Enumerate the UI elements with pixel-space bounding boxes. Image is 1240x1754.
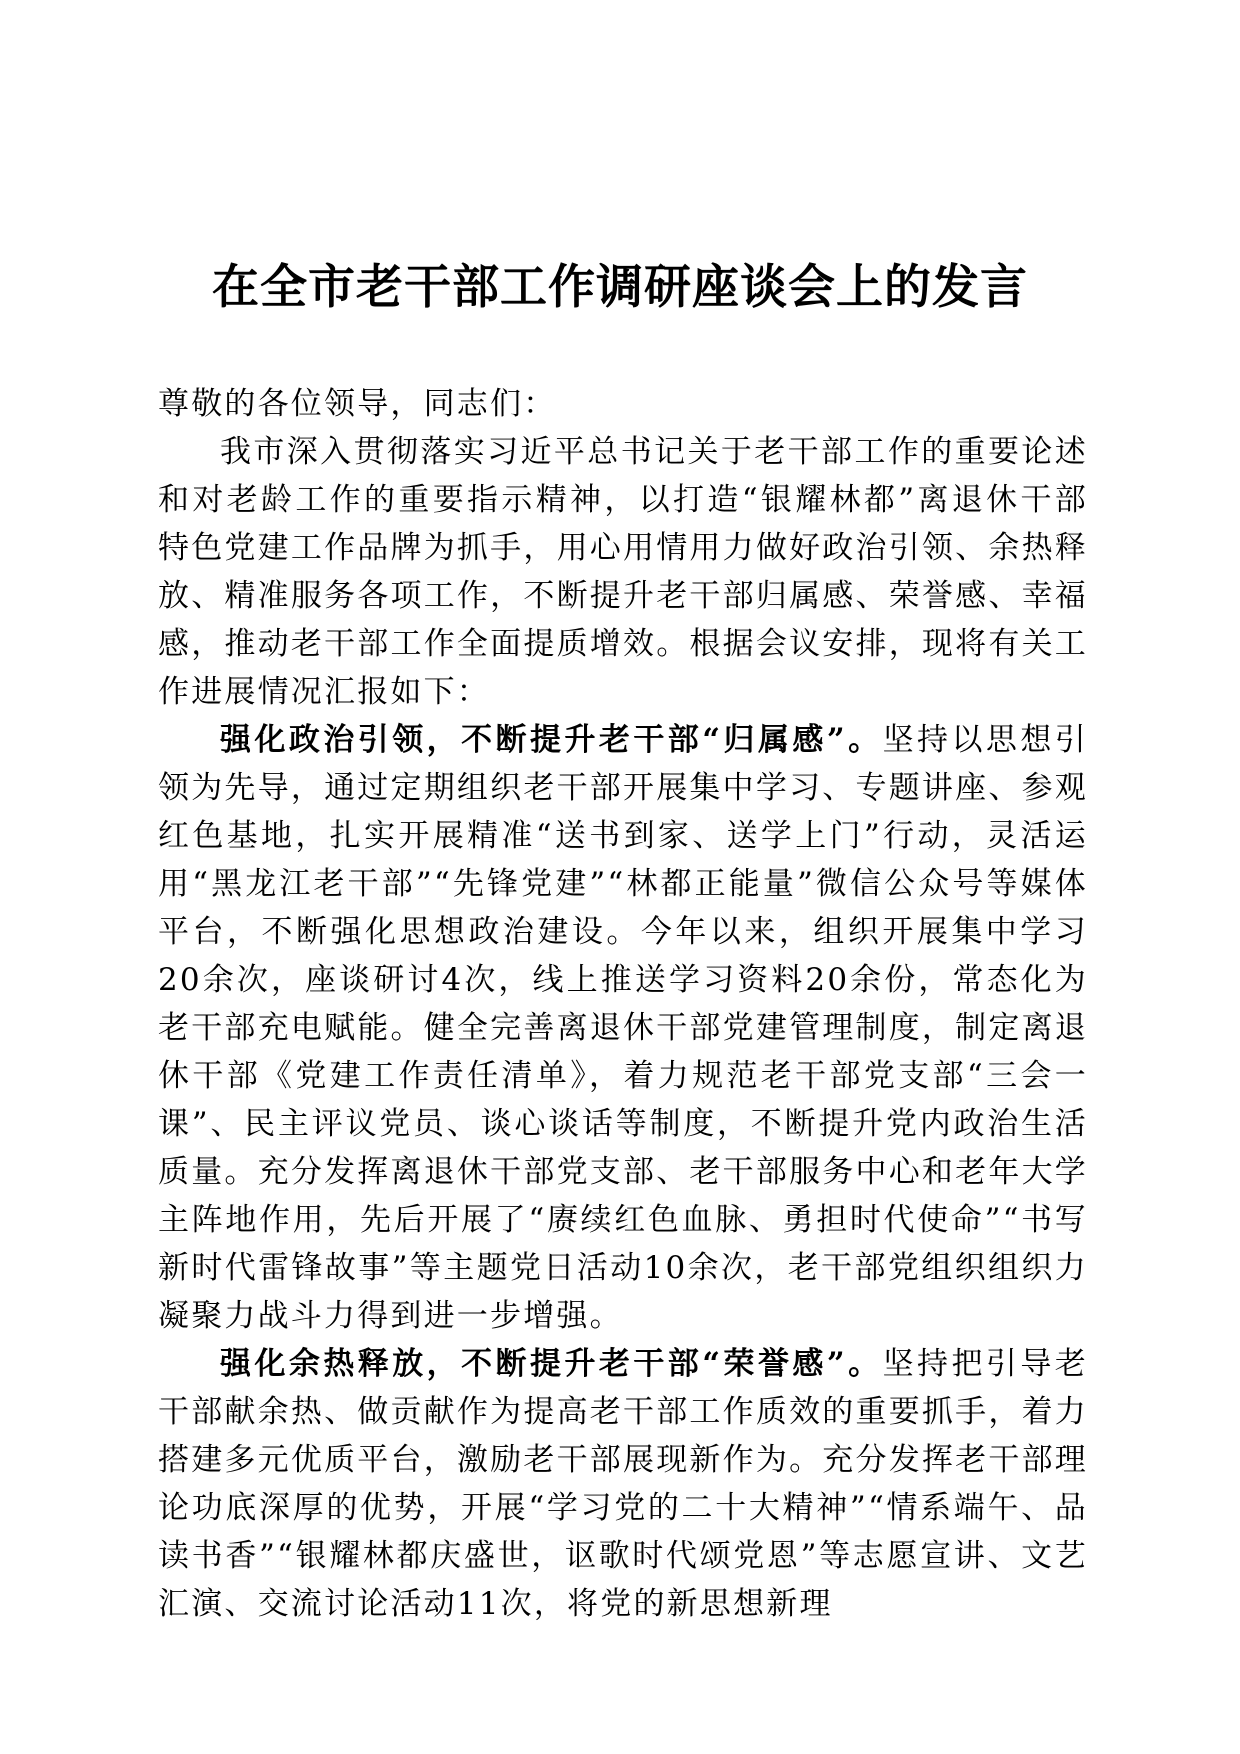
paragraph-text: 坚持以思想引领为先导，通过定期组织老干部开展集中学习、专题讲座、参观红色基地，扎实开展精准“送书到家、送学上门”行动，灵活运用“黑龙江老干部”“先锋党建”“林都正能量”微信公众号等媒体平台，不断强化思想政治建设。今年以来，组织开展集中学习20余次，座谈研讨4次，线上推送学习资料20余份，常态化为老干部充电赋能。健全完善离退休干部党建管理制度，制定离退休干部《党建工作责任清单》，着力规范老干部党支部“三会一课”、民主评议党员、谈心谈话等制度，不断提升党内政治生活质量。充分发挥离退休干部党支部、老干部服务中心和老年大学主阵地作用，先后开展了“赓续红色血脉、勇担时代使命”“书写新时代雷锋故事”等主题党日活动10余次，老干部党组织组织力凝聚力战斗力得到进一步增强。 <box>158 722 1088 1334</box>
paragraph-text: 坚持把引导老干部献余热、做贡献作为提高老干部工作质效的重要抓手，着力搭建多元优质平台，激励老干部展现新作为。充分发挥老干部理论功底深厚的优势，开展“学习党的二十大精神”“情系端午、品读书香”“银耀林都庆盛世，讴歌时代颂党恩”等志愿宣讲、文艺汇演、交流讨论活动11次，将党的新思想新理 <box>158 1346 1088 1622</box>
paragraph-text: 我市深入贯彻落实习近平总书记关于老干部工作的重要论述和对老龄工作的重要指示精神，以打造“银耀林都”离退休干部特色党建工作品牌为抓手，用心用情用力做好政治引领、余热释放、精准服务各项工作，不断提升老干部归属感、荣誉感、幸福感，推动老干部工作全面提质增效。根据会议安排，现将有关工作进展情况汇报如下： <box>158 434 1088 710</box>
paragraph-lead: 强化政治引领，不断提升老干部“归属感”。 <box>220 722 883 758</box>
paragraph-political-guidance <box>158 716 1088 1340</box>
salutation: 尊敬的各位领导，同志们： <box>158 386 557 422</box>
document-title: 在全市老干部工作调研座谈会上的发言 <box>212 260 1028 315</box>
document-body <box>158 380 1088 1628</box>
paragraph-lead: 强化余热释放，不断提升老干部“荣誉感”。 <box>220 1346 883 1382</box>
paragraph-residual-energy <box>158 1340 1088 1628</box>
paragraph-intro <box>158 428 1088 716</box>
